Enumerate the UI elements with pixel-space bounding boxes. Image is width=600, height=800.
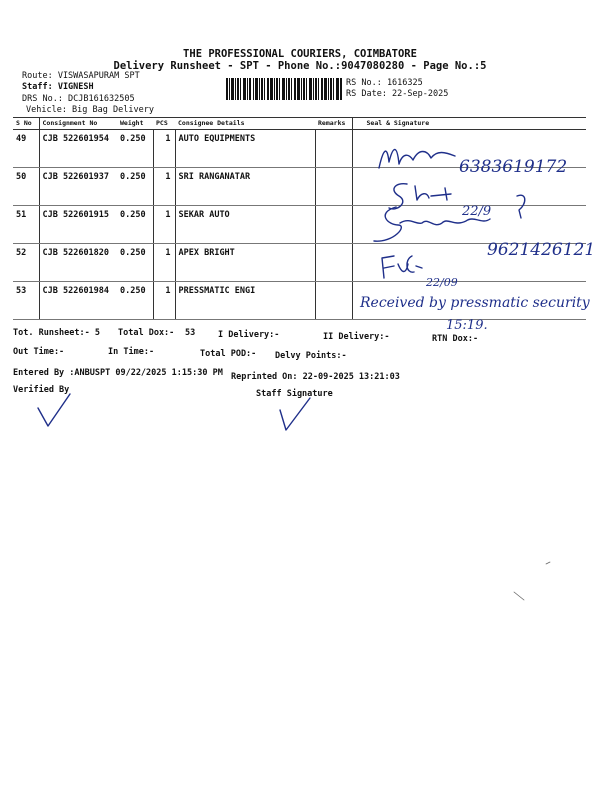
row-pcs: 1: [153, 130, 175, 168]
signature-note-row-5: Received by pressmatic security: [360, 295, 590, 311]
signature-date-row-3: 22/9: [462, 204, 492, 219]
row-consignee: SRI RANGANATAR: [175, 168, 315, 206]
signature-row-5: [358, 285, 590, 335]
row-consignment: CJB 522601937: [39, 168, 117, 206]
delvy-points: Delvy Points:-: [275, 351, 347, 361]
row-pcs: 1: [153, 244, 175, 282]
row-weight: 0.250: [117, 282, 153, 320]
row-remarks: [315, 206, 352, 244]
signature-date-row-4: 22/09: [426, 276, 458, 289]
row-sno: 51: [13, 206, 39, 244]
row-sno: 49: [13, 130, 39, 168]
row-consignment: CJB 522601954: [39, 130, 117, 168]
in-time: In Time:-: [108, 347, 155, 357]
reprinted-on: Reprinted On: 22-09-2025 13:21:03: [231, 372, 400, 382]
table-header-row: [13, 118, 586, 130]
total-dox-value: 53: [185, 328, 196, 338]
out-time: Out Time:-: [13, 347, 65, 357]
staff-signature-label: Staff Signature: [256, 389, 333, 399]
col-consignment: Consignment No: [39, 118, 117, 130]
row-consignee: SEKAR AUTO: [175, 206, 315, 244]
scan-mark-icon: [510, 560, 590, 610]
row-sno: 53: [13, 282, 39, 320]
total-pod: Total POD:-: [200, 349, 257, 359]
barcode: [226, 78, 342, 100]
row-pcs: 1: [153, 206, 175, 244]
col-pcs: PCS: [153, 118, 175, 130]
col-signature: Seal & Signature: [352, 118, 586, 130]
row-weight: 0.250: [117, 206, 153, 244]
col-weight: Weight: [117, 118, 153, 130]
signature-row-1: [375, 138, 595, 180]
entered-by: Entered By :ANBUSPT 09/22/2025 1:15:30 PM: [13, 368, 223, 378]
i-delivery: I Delivery:-: [218, 330, 280, 340]
drs-label: DRS No.: DCJB161632505: [22, 94, 135, 104]
row-consignment: CJB 522601984: [39, 282, 117, 320]
staff-check-icon: [278, 396, 318, 436]
runsheet-title: Delivery Runsheet - SPT - Phone No.:9047080280 - Page No.:5: [113, 60, 487, 72]
row-sno: 50: [13, 168, 39, 206]
rs-date: RS Date: 22-Sep-2025: [346, 89, 449, 99]
row-consignee: PRESSMATIC ENGI: [175, 282, 315, 320]
row-remarks: [315, 130, 352, 168]
rtn-dox: RTN Dox:-: [432, 334, 479, 344]
row-pcs: 1: [153, 168, 175, 206]
col-consignee: Consignee Details: [175, 118, 315, 130]
row-consignee: AUTO EQUIPMENTS: [175, 130, 315, 168]
tot-runsheet: Tot. Runsheet:- 5: [13, 328, 100, 338]
row-weight: 0.250: [117, 244, 153, 282]
col-remarks: Remarks: [315, 118, 352, 130]
verified-check-icon: [36, 392, 76, 432]
rs-number: RS No.: 1616325: [346, 78, 423, 88]
col-sno: S No: [13, 118, 39, 130]
row-consignment: CJB 522601915: [39, 206, 117, 244]
row-consignment: CJB 522601820: [39, 244, 117, 282]
row-sno: 52: [13, 244, 39, 282]
total-dox: Total Dox:-: [118, 328, 175, 338]
ii-delivery: II Delivery:-: [323, 332, 390, 342]
row-remarks: [315, 168, 352, 206]
signature-phone-row-1: 6383619172: [459, 157, 568, 177]
signature-row-4: [372, 250, 492, 290]
row-weight: 0.250: [117, 130, 153, 168]
signature-time-row-5: 15:19.: [446, 318, 488, 333]
row-pcs: 1: [153, 282, 175, 320]
row-weight: 0.250: [117, 168, 153, 206]
verified-by-label: Verified By: [13, 385, 70, 395]
signature-phone-row-3: 9621426121: [487, 240, 596, 260]
company-name: THE PROFESSIONAL COURIERS, COIMBATORE: [183, 48, 417, 60]
row-remarks: [315, 282, 352, 320]
staff-label: Staff: VIGNESH: [22, 82, 94, 92]
vehicle-label: Vehicle: Big Bag Delivery: [26, 105, 154, 115]
row-remarks: [315, 244, 352, 282]
route-label: Route: VISWASAPURAM SPT: [22, 71, 140, 81]
row-consignee: APEX BRIGHT: [175, 244, 315, 282]
